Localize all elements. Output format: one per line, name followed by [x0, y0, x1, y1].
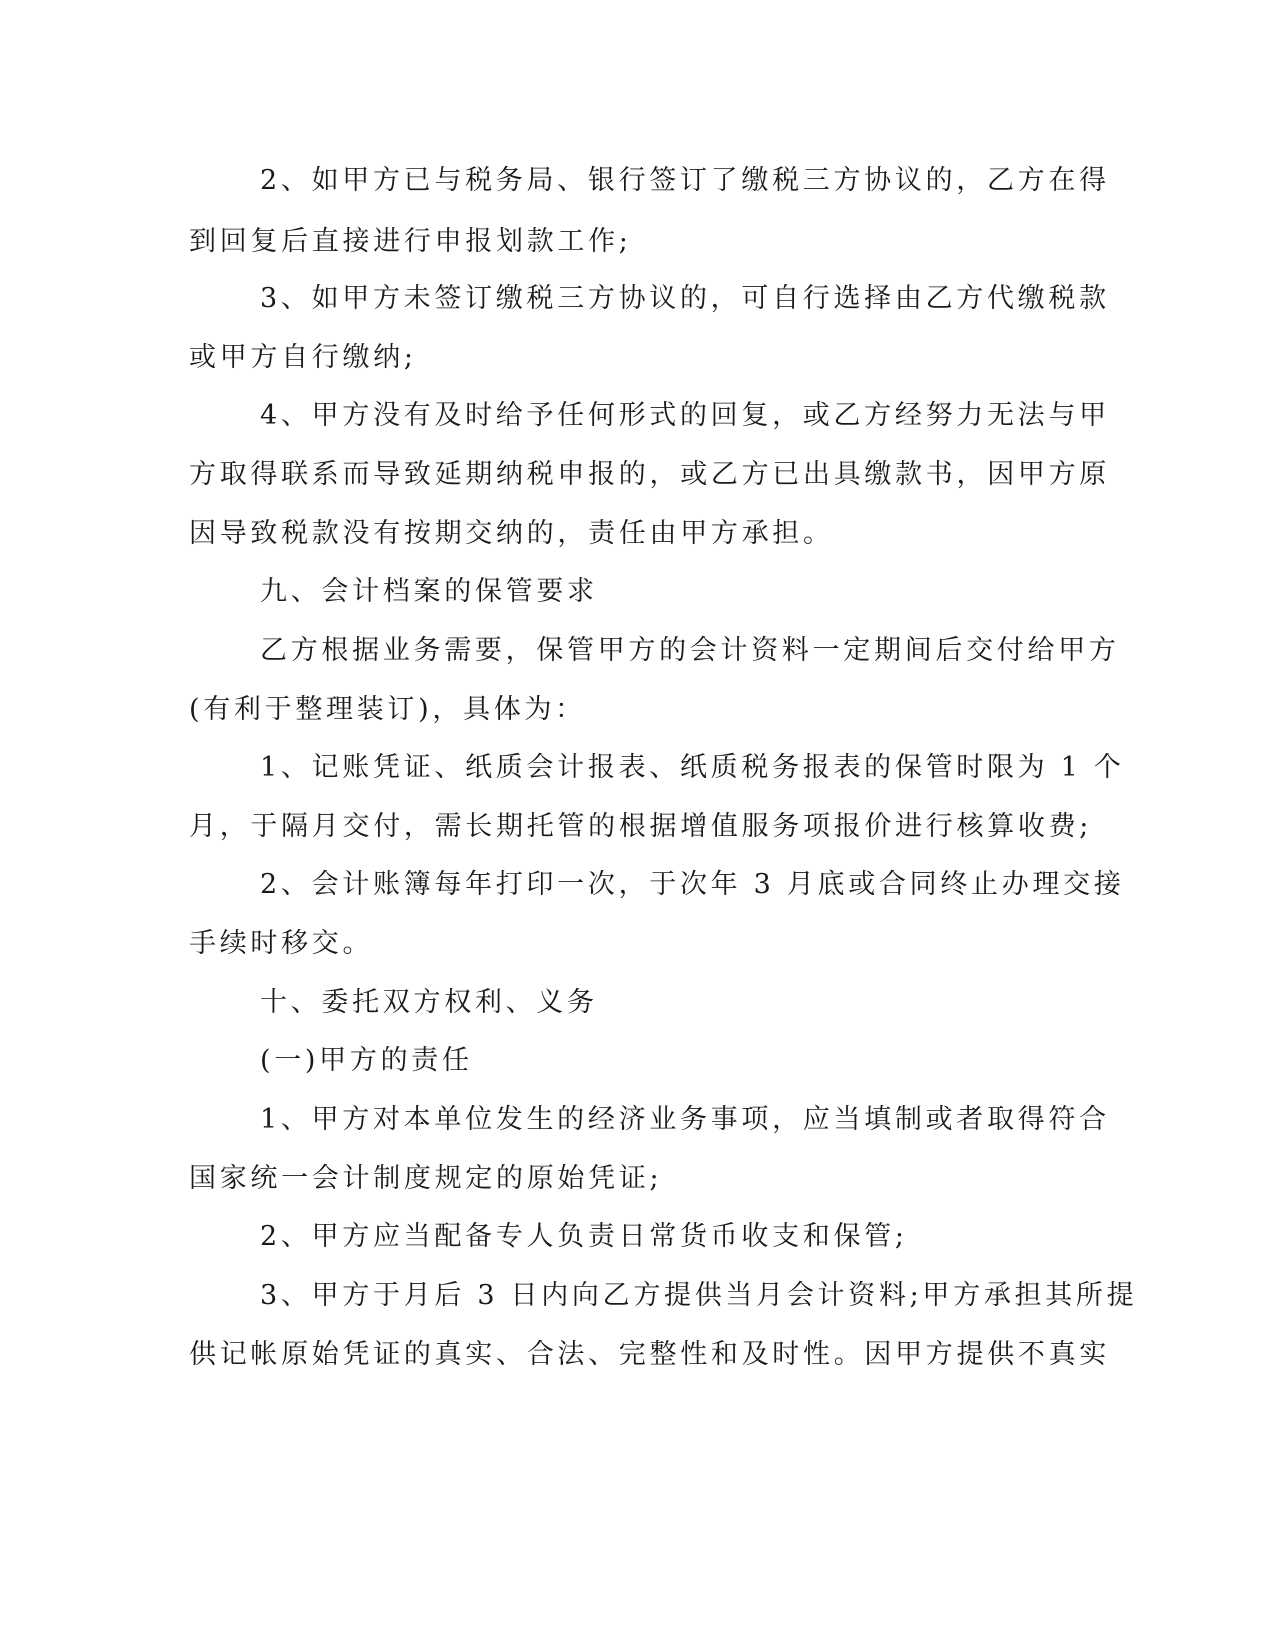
paragraph-line: 1、记账凭证、纸质会计报表、纸质税务报表的保管时限为 1 个	[260, 752, 1125, 783]
subsection-heading: (一)甲方的责任	[260, 1045, 473, 1076]
paragraph-line: 2、甲方应当配备专人负责日常货币收支和保管;	[260, 1221, 908, 1252]
paragraph-line: 供记帐原始凭证的真实、合法、完整性和及时性。因甲方提供不真实	[189, 1339, 1110, 1370]
paragraph-line: 国家统一会计制度规定的原始凭证;	[189, 1163, 663, 1194]
paragraph-line: 或甲方自行缴纳;	[189, 342, 417, 373]
paragraph-line: 到回复后直接进行申报划款工作;	[189, 226, 632, 257]
paragraph-line: 乙方根据业务需要，保管甲方的会计资料一定期间后交付给甲方	[260, 635, 1120, 666]
paragraph-line: 3、甲方于月后 3 日内向乙方提供当月会计资料;甲方承担其所提	[260, 1280, 1138, 1311]
paragraph-line: 方取得联系而导致延期纳税申报的，或乙方已出具缴款书，因甲方原	[189, 459, 1110, 490]
paragraph-line: 1、甲方对本单位发生的经济业务事项，应当填制或者取得符合	[260, 1104, 1110, 1135]
paragraph-line: 月，于隔月交付，需长期托管的根据增值服务项报价进行核算收费;	[189, 811, 1093, 842]
paragraph-line: 2、会计账簿每年打印一次，于次年 3 月底或合同终止办理交接	[260, 869, 1125, 900]
paragraph-line: 4、甲方没有及时给予任何形式的回复，或乙方经努力无法与甲	[260, 400, 1110, 431]
paragraph-line: (有利于整理装订)，具体为：	[189, 694, 586, 725]
section-heading: 十、委托双方权利、义务	[260, 987, 598, 1018]
section-heading: 九、会计档案的保管要求	[260, 576, 598, 607]
paragraph-line: 2、如甲方已与税务局、银行签订了缴税三方协议的，乙方在得	[260, 165, 1110, 196]
paragraph-line: 3、如甲方未签订缴税三方协议的，可自行选择由乙方代缴税款	[260, 283, 1110, 314]
paragraph-line: 因导致税款没有按期交纳的，责任由甲方承担。	[189, 518, 834, 549]
paragraph-line: 手续时移交。	[189, 928, 374, 959]
